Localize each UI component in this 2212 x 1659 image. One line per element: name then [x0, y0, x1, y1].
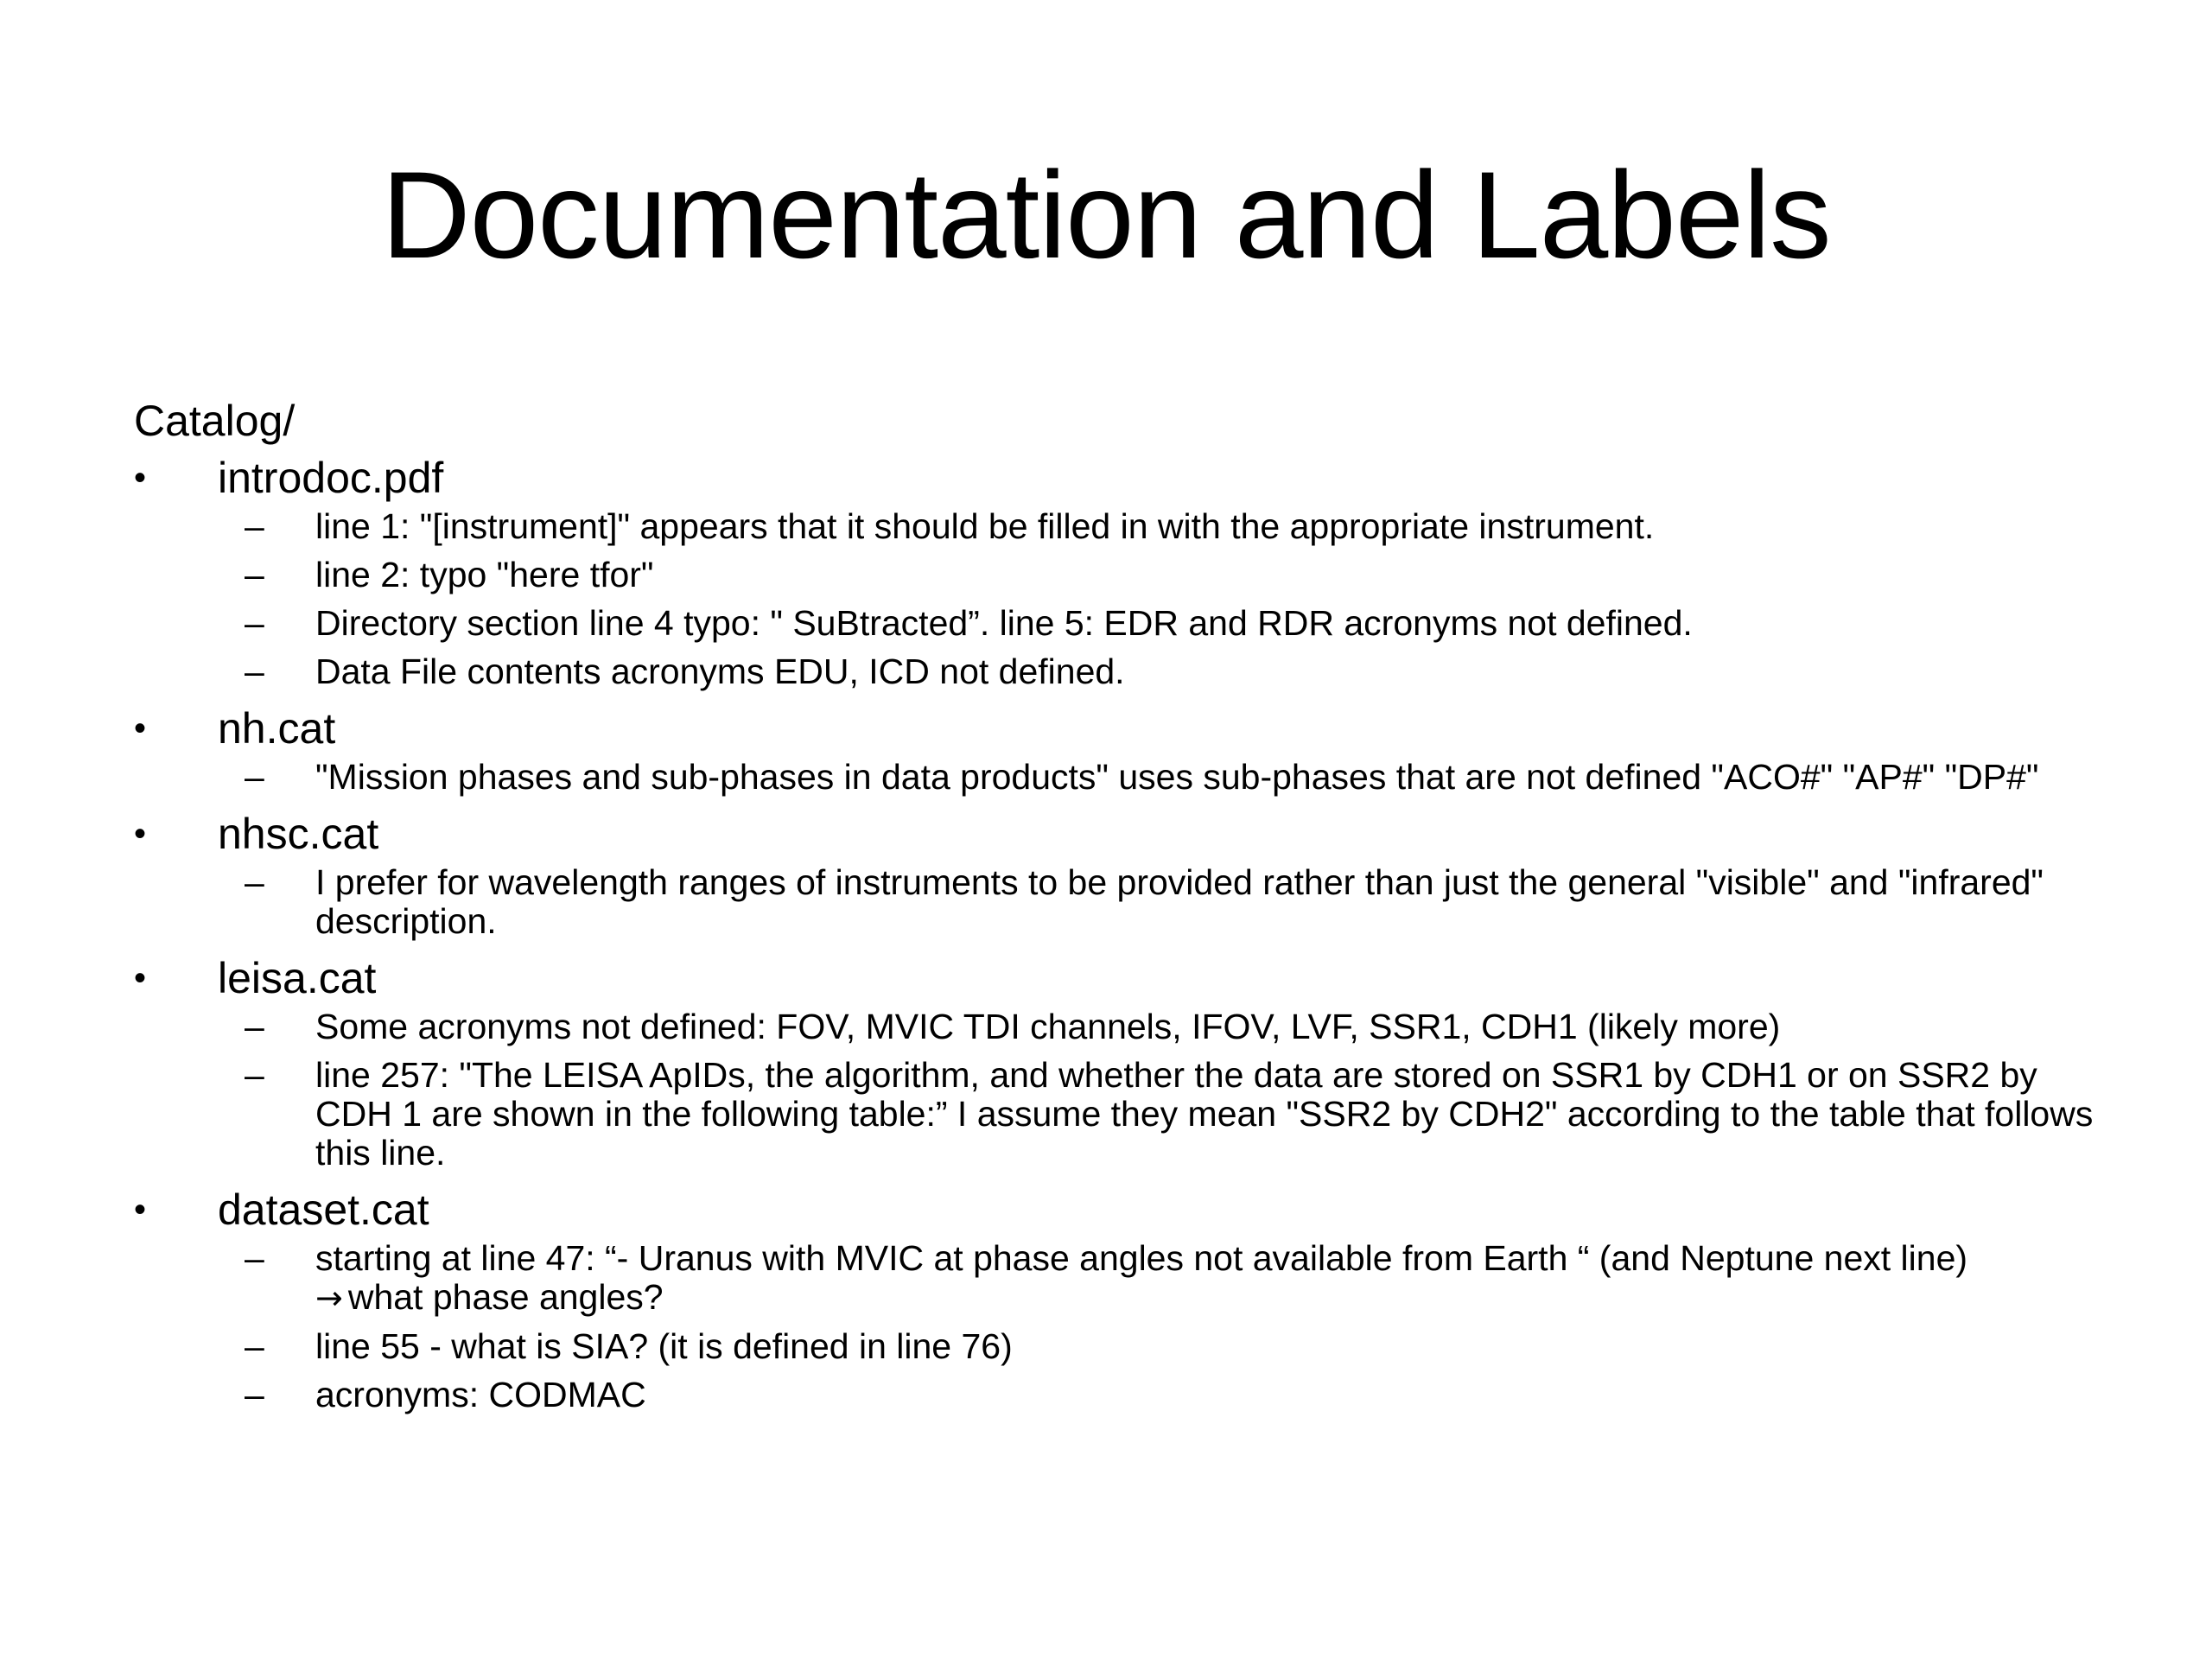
sub-item-text: Data File contents acronyms EDU, ICD not defined.: [315, 652, 1125, 691]
sub-item-text: Some acronyms not defined: FOV, MVIC TDI channels, IFOV, LVF, SSR1, CDH1 (likely more): [315, 1007, 1781, 1046]
bullet-icon: •: [134, 709, 147, 747]
dash-icon: –: [245, 757, 264, 797]
section-name: dataset.cat: [218, 1185, 429, 1234]
dash-icon: –: [245, 603, 264, 643]
sub-list: [134, 1007, 2095, 1173]
section-name: introdoc.pdf: [218, 454, 444, 502]
sub-list: [134, 1239, 2095, 1414]
bullet-item: [134, 701, 2095, 756]
dash-icon: –: [245, 652, 264, 691]
sub-item-text-line: starting at line 47: “- Uranus with MVIC at phase angles not available from Earth “ (and Neptune next line): [315, 1238, 1968, 1278]
sub-item-text: line 2: typo "here tfor": [315, 555, 654, 594]
sub-item-text: I prefer for wavelength ranges of instruments to be provided rather than just the general "visible" and "infrared" description.: [315, 862, 2044, 941]
bullet-icon: •: [134, 815, 147, 853]
sub-item: [134, 556, 2095, 594]
sub-item: [134, 1056, 2095, 1173]
sub-item: [134, 1376, 2095, 1414]
sub-item: [134, 652, 2095, 691]
dash-icon: –: [245, 1326, 264, 1366]
sub-item-text: "Mission phases and sub-phases in data products" uses sub-phases that are not defined "ACO#" "AP#" "DP#": [315, 757, 2039, 797]
catalog-heading: Catalog/: [134, 397, 296, 445]
sub-item: [134, 507, 2095, 546]
arrow-right-icon: →: [315, 1279, 343, 1317]
sub-list: [134, 507, 2095, 691]
sub-item-text: Directory section line 4 typo: " SuBtracted”. line 5: EDR and RDR acronyms not defined.: [315, 603, 1693, 643]
sub-item: [134, 1327, 2095, 1366]
section-introdoc: [134, 450, 2095, 691]
bullet-icon: •: [134, 959, 147, 997]
dash-icon: –: [245, 1375, 264, 1414]
dash-icon: –: [245, 862, 264, 902]
dash-icon: –: [245, 1007, 264, 1046]
section-dataset-cat: [134, 1182, 2095, 1414]
sub-item: [134, 758, 2095, 797]
dash-icon: –: [245, 555, 264, 594]
sub-item: [134, 1239, 2095, 1318]
section-name: nh.cat: [218, 704, 336, 753]
sub-item: [134, 863, 2095, 941]
bullet-icon: •: [134, 459, 147, 497]
dash-icon: –: [245, 1238, 264, 1278]
section-nhsc-cat: [134, 806, 2095, 941]
sub-item-text: acronyms: CODMAC: [315, 1375, 646, 1414]
sub-item: [134, 1007, 2095, 1046]
bullet-item: [134, 950, 2095, 1006]
bullet-item: [134, 450, 2095, 505]
section-name: leisa.cat: [218, 954, 377, 1002]
bullet-item: [134, 1182, 2095, 1237]
section-leisa-cat: [134, 950, 2095, 1173]
sub-item-text-continuation: what phase angles?: [347, 1277, 664, 1317]
sub-item-text: line 55 - what is SIA? (it is defined in line 76): [315, 1326, 1013, 1366]
dash-icon: –: [245, 1055, 264, 1095]
sub-item-text: [315, 1239, 2095, 1318]
sub-item-text: line 257: "The LEISA ApIDs, the algorithm, and whether the data are stored on SSR1 by CDH1 or on SSR2 by CDH 1 are shown in the following table:” I assume they mean "SSR2 by CDH2" according to the table that follows this line.: [315, 1055, 2094, 1173]
slide-body: [134, 393, 2095, 1424]
bullet-item: [134, 806, 2095, 861]
bullet-icon: •: [134, 1191, 147, 1229]
section-name: nhsc.cat: [218, 810, 379, 858]
sub-item: [134, 604, 2095, 643]
dash-icon: –: [245, 506, 264, 546]
slide-title: Documentation and Labels: [381, 147, 1831, 284]
section-nh-cat: [134, 701, 2095, 797]
sub-list: [134, 758, 2095, 797]
sub-item-text: line 1: "[instrument]" appears that it should be filled in with the appropriate instrument.: [315, 506, 1655, 546]
sub-list: [134, 863, 2095, 941]
